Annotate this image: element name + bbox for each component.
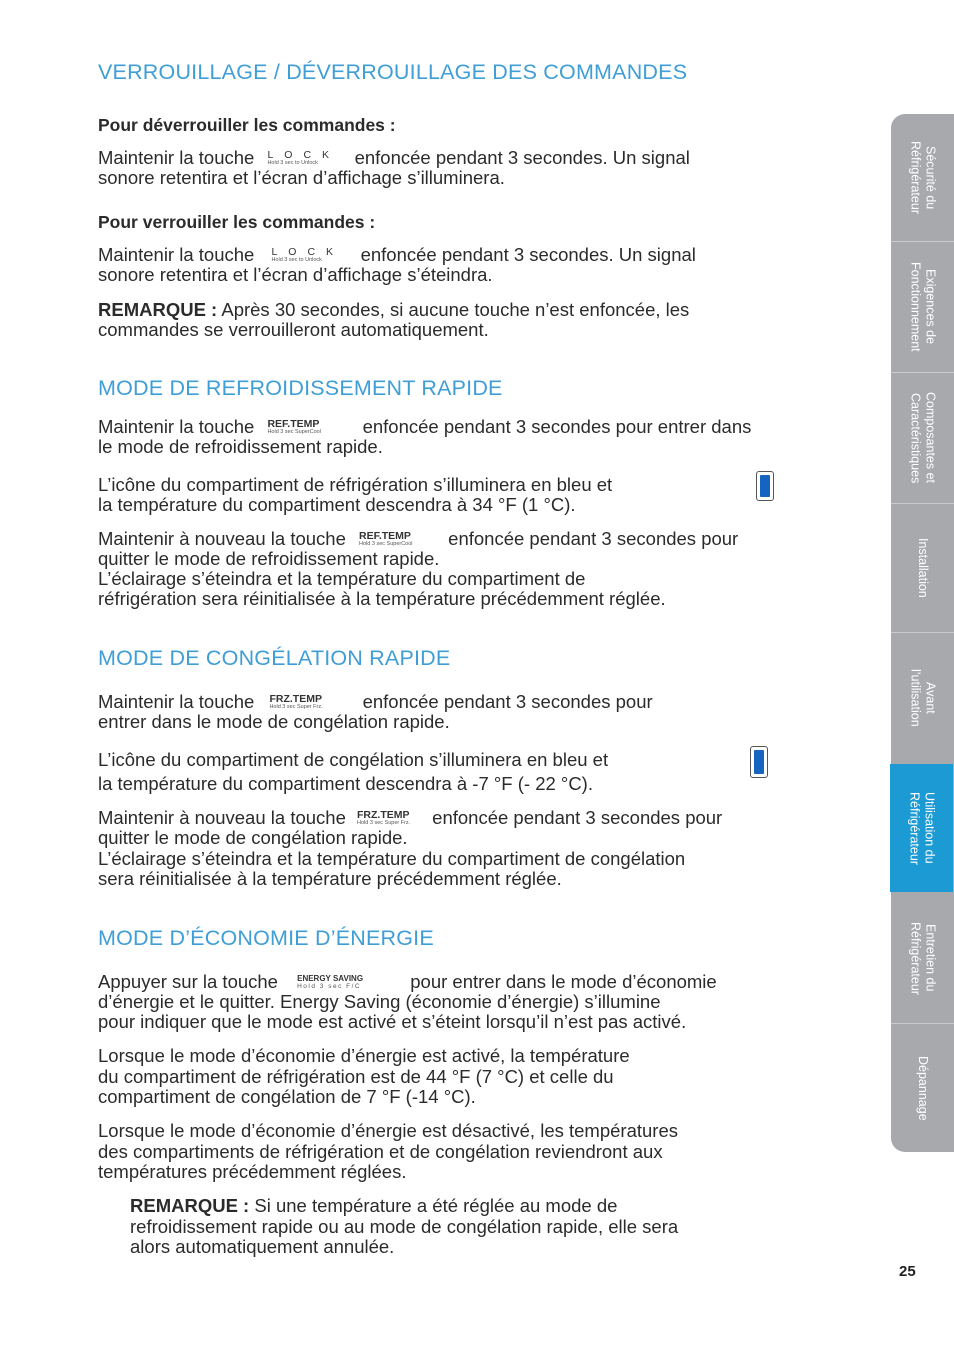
superfrz-p3-line4: sera réinitialisée à la température précédemment réglée.	[98, 868, 562, 889]
superfrz-p1-line2: entrer dans le mode de congélation rapide.	[98, 711, 450, 732]
unlock-text	[98, 148, 690, 169]
text: Appuyer sur la touche	[98, 971, 278, 992]
text: Maintenir la touche	[98, 691, 255, 712]
key-sublabel: Hold 3 sec SuperCool	[359, 541, 413, 547]
key-label: ENERGY SAVING	[297, 974, 364, 983]
key-sublabel: Hold 3 sec Super Frz.	[357, 820, 411, 826]
tab-installation[interactable]	[891, 504, 954, 632]
tab-exigences[interactable]	[891, 242, 954, 372]
energy-note-line2: refroidissement rapide ou au mode de congélation rapide, elle sera	[130, 1216, 679, 1237]
tab-label: Avant l’utilisation	[908, 669, 938, 727]
section-title-supercool: MODE DE REFROIDISSEMENT RAPIDE	[98, 376, 503, 400]
key-sublabel: Hold 3 sec to Unlock	[267, 160, 318, 166]
note-label: REMARQUE :	[130, 1195, 250, 1216]
tab-label: Utilisation du Réfrigérateur	[907, 791, 937, 865]
key-sublabel: Hold 3 sec SuperCool	[267, 429, 321, 435]
key-sublabel: Hold 3 sec F/C	[297, 983, 362, 990]
energy-p3-line2: des compartiments de réfrigération et de congélation reviendront aux	[98, 1141, 663, 1162]
supercool-p3-line4: réfrigération sera réinitialisée à la température précédemment réglée.	[98, 588, 666, 609]
tab-label: Exigences de Fonctionnement	[908, 262, 938, 352]
tab-utilisation[interactable]	[890, 764, 953, 892]
chapter-tabs	[891, 114, 954, 1152]
tab-label: Composantes et Caractéristiques	[908, 392, 938, 484]
unlock-heading: Pour déverrouiller les commandes :	[98, 115, 396, 135]
lock-text-line2: sonore retentira et l’écran d’affichage s’éteindra.	[98, 264, 493, 285]
supercool-p2-line2: la température du compartiment descendra à 34 °F (1 °C).	[98, 494, 576, 515]
energy-p1	[98, 972, 717, 993]
frz-temp-key-icon	[269, 694, 353, 710]
superfrz-p2-line1: L’icône du compartiment de congélation s’illuminera en bleu et	[98, 749, 609, 770]
text: enfoncée pendant 3 secondes pour	[362, 691, 653, 712]
text: enfoncée pendant 3 secondes pour entrer dans	[362, 416, 752, 437]
text: Maintenir la touche	[98, 147, 255, 168]
energy-saving-key-icon	[297, 974, 399, 990]
text: enfoncée pendant 3 secondes. Un signal	[360, 244, 696, 265]
tab-depannage[interactable]	[891, 1024, 954, 1152]
section-title-energy: MODE D’ÉCONOMIE D’ÉNERGIE	[98, 926, 434, 950]
unlock-text-line2: sonore retentira et l’écran d’affichage s’illuminera.	[98, 167, 505, 188]
text: enfoncée pendant 3 secondes pour	[448, 528, 739, 549]
frz-temp-key-icon	[357, 810, 425, 826]
section-title-superfreeze: MODE DE CONGÉLATION RAPIDE	[98, 646, 451, 670]
text: Maintenir à nouveau la touche	[98, 807, 346, 828]
supercool-p1	[98, 417, 751, 438]
section-title-lock: VERROUILLAGE / DÉVERROUILLAGE DES COMMANDES	[98, 60, 688, 84]
fridge-compartment-indicator-icon	[756, 471, 774, 501]
key-label: REF.TEMP	[359, 530, 411, 542]
text: enfoncée pendant 3 secondes pour	[432, 807, 723, 828]
supercool-p3	[98, 529, 738, 550]
key-label: LOCK	[267, 149, 341, 161]
key-sublabel: Hold 3 sec to Unlock	[271, 257, 322, 263]
supercool-p2-line1: L’icône du compartiment de réfrigération s’illuminera en bleu et	[98, 474, 613, 495]
supercool-p1-line2: le mode de refroidissement rapide.	[98, 436, 383, 457]
key-label: FRZ.TEMP	[357, 809, 410, 821]
energy-p2-line2: du compartiment de réfrigération est de 44 °F (7 °C) et celle du	[98, 1066, 614, 1087]
lock-text	[98, 245, 696, 266]
energy-note-line3: alors automatiquement annulée.	[130, 1236, 395, 1257]
energy-p3-line3: températures précédemment réglées.	[98, 1161, 407, 1182]
freezer-compartment-indicator-icon	[750, 746, 768, 778]
key-label: LOCK	[271, 246, 345, 258]
ref-temp-key-icon	[267, 419, 353, 435]
energy-p2-line1: Lorsque le mode d’économie d’énergie est activé, la température	[98, 1045, 630, 1066]
page-number: 25	[899, 1263, 916, 1280]
supercool-p3-line3: L’éclairage s’éteindra et la température du compartiment de	[98, 568, 586, 589]
supercool-p3-line2: quitter le mode de refroidissement rapide.	[98, 548, 440, 569]
energy-p1-line3: pour indiquer que le mode est activé et s’éteint lorsqu’il n’est pas activé.	[98, 1011, 687, 1032]
energy-note	[130, 1196, 617, 1217]
lock-note-line2: commandes se verrouilleront automatiquement.	[98, 319, 489, 340]
energy-p2-line3: compartiment de congélation de 7 °F (-14 °C).	[98, 1086, 476, 1107]
superfrz-p2-line2: la température du compartiment descendra à -7 °F (- 22 °C).	[98, 773, 593, 794]
tab-label: Dépannage	[916, 1055, 930, 1121]
text: Maintenir la touche	[98, 416, 255, 437]
tab-avant-utilisation[interactable]	[891, 633, 954, 763]
ref-temp-key-icon	[359, 531, 439, 547]
lock-note	[98, 300, 689, 321]
superfrz-p3	[98, 808, 722, 829]
text: Maintenir la touche	[98, 244, 255, 265]
lock-heading: Pour verrouiller les commandes :	[98, 212, 376, 232]
text: pour entrer dans le mode d’économie	[410, 971, 717, 992]
superfrz-p1	[98, 692, 653, 713]
tab-securite[interactable]	[891, 114, 954, 241]
key-label: REF.TEMP	[267, 418, 320, 430]
tab-label: Sécurité du Réfrigérateur	[908, 141, 938, 214]
tab-composantes[interactable]	[891, 373, 954, 503]
key-sublabel: Hold 3 sec Super Frz.	[269, 704, 323, 710]
lock-key-icon	[271, 247, 351, 263]
tab-label: Installation	[916, 538, 930, 598]
text: Après 30 secondes, si aucune touche n’est enfoncée, les	[217, 299, 690, 320]
superfrz-p3-line2: quitter le mode de congélation rapide.	[98, 827, 408, 848]
energy-p1-line2: d’énergie et le quitter. Energy Saving (économie d’énergie) s’illumine	[98, 991, 661, 1012]
tab-label: Entretien du Réfrigérateur	[908, 921, 938, 995]
text: enfoncée pendant 3 secondes. Un signal	[354, 147, 690, 168]
text: Si une température a été réglée au mode de	[249, 1195, 618, 1216]
note-label: REMARQUE :	[98, 299, 218, 320]
superfrz-p3-line3: L’éclairage s’éteindra et la température du compartiment de congélation	[98, 848, 686, 869]
key-label: FRZ.TEMP	[269, 693, 322, 705]
text: Maintenir à nouveau la touche	[98, 528, 346, 549]
energy-p3-line1: Lorsque le mode d’économie d’énergie est désactivé, les températures	[98, 1120, 678, 1141]
tab-entretien[interactable]	[891, 893, 954, 1023]
lock-key-icon	[267, 150, 345, 166]
